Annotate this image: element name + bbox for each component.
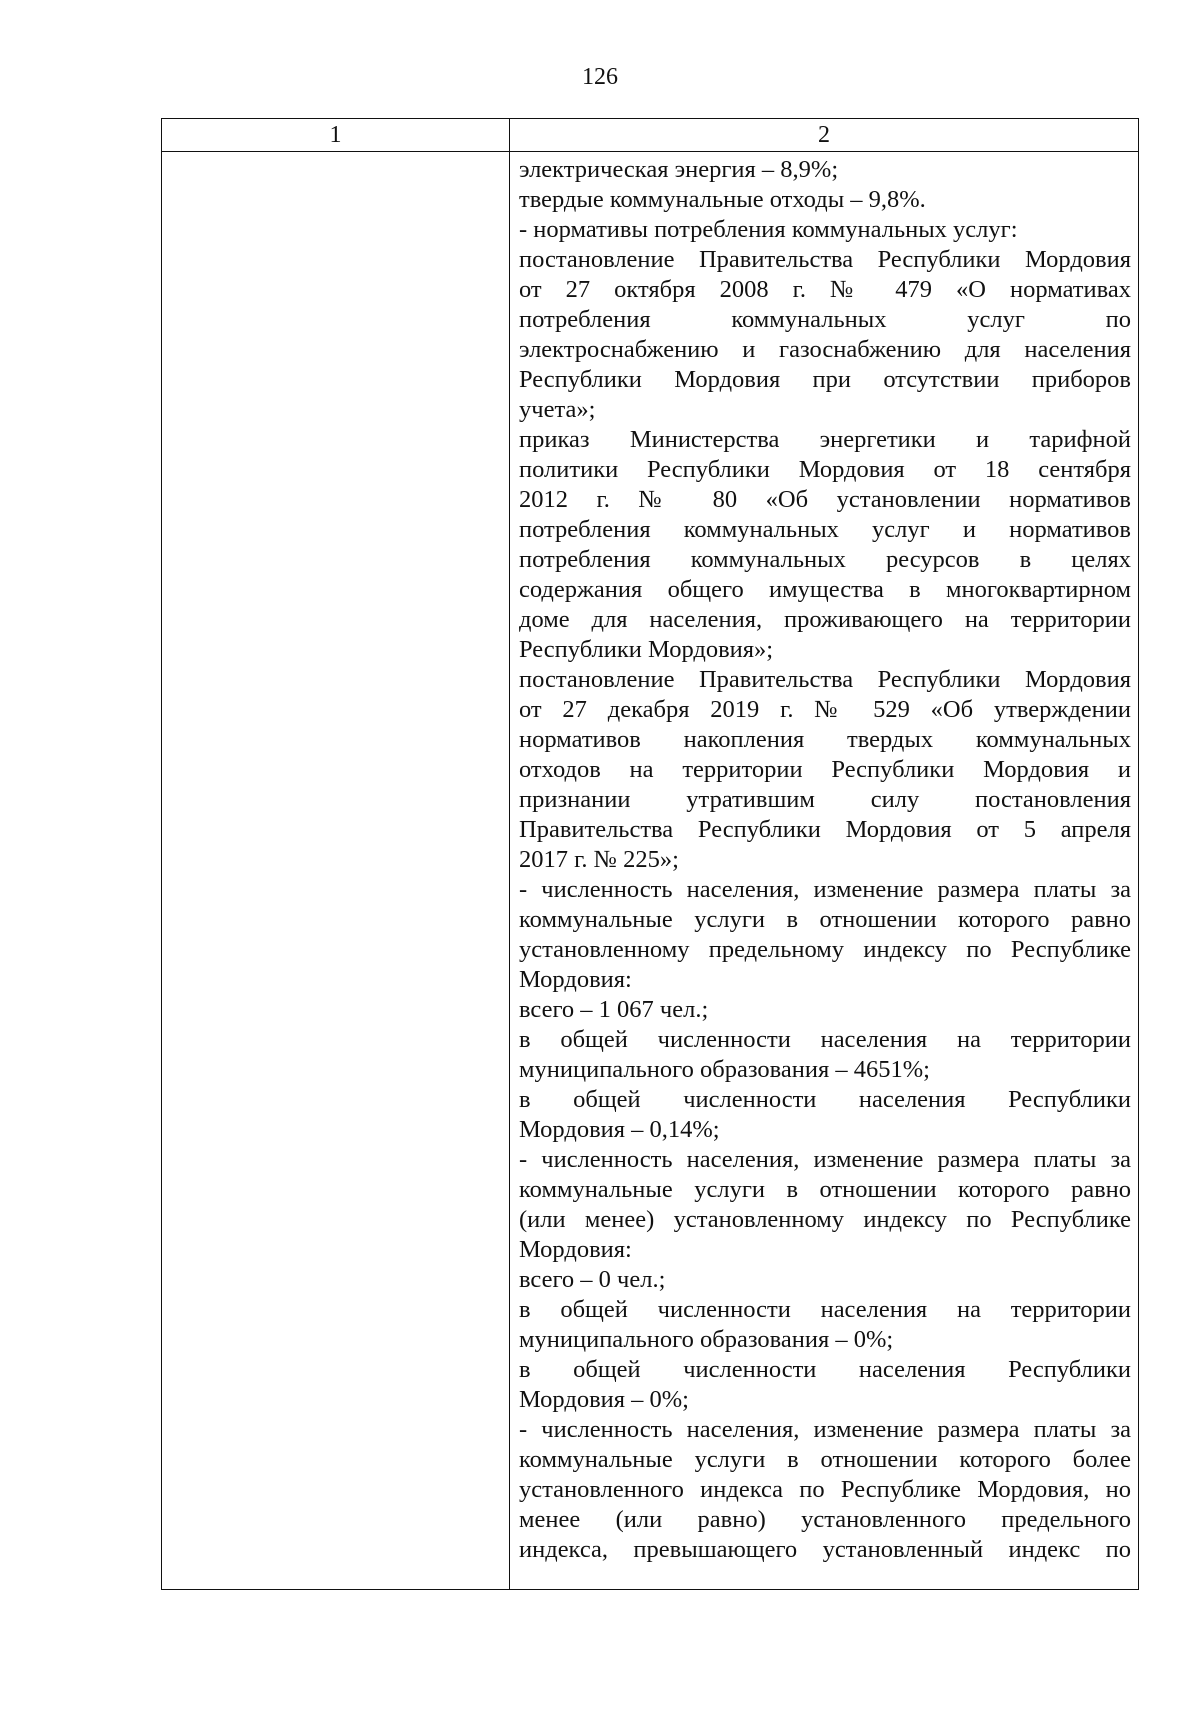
text-line: постановление Правительства Республики Мордовия (519, 246, 1131, 273)
text-line: в общей численности населения Республики (519, 1356, 1131, 1383)
text-line: от 27 декабря 2019 г. № 529 «Об утверждении (519, 696, 1131, 723)
table-header-row (162, 119, 1138, 152)
text-line: твердые коммунальные отходы – 9,8%. (519, 186, 926, 213)
column-divider (509, 119, 510, 1589)
text-line: - численность населения, изменение размера платы за (519, 1416, 1131, 1443)
table-cell-content (519, 155, 1131, 1565)
text-line: всего – 0 чел.; (519, 1266, 666, 1293)
text-line: нормативов накопления твердых коммунальных (519, 726, 1131, 753)
text-line: электрическая энергия – 8,9%; (519, 156, 839, 183)
text-line: установленного индекса по Республике Мордовия, но (519, 1476, 1131, 1503)
text-line: Мордовия – 0,14%; (519, 1116, 720, 1143)
text-line: всего – 1 067 чел.; (519, 996, 709, 1023)
text-line: муниципального образования – 4651%; (519, 1056, 930, 1083)
text-line: учета»; (519, 396, 596, 423)
text-line: постановление Правительства Республики Мордовия (519, 666, 1131, 693)
text-line: Мордовия – 0%; (519, 1386, 689, 1413)
text-line: - численность населения, изменение размера платы за (519, 1146, 1131, 1173)
text-line: от 27 октября 2008 г. № 479 «О нормативах (519, 276, 1131, 303)
text-line: 2012 г. № 80 «Об установлении нормативов (519, 486, 1131, 513)
text-line: политики Республики Мордовия от 18 сентября (519, 456, 1131, 483)
text-line: потребления коммунальных услуг по (519, 306, 1131, 333)
text-line: Мордовия: (519, 966, 632, 993)
text-line: коммунальные услуги в отношении которого равно (519, 906, 1131, 933)
text-line: менее (или равно) установленного предельного (519, 1506, 1131, 1533)
text-line: муниципального образования – 0%; (519, 1326, 894, 1353)
column-header-1: 1 (329, 122, 342, 148)
text-line: коммунальные услуги в отношении которого более (519, 1446, 1131, 1473)
text-line: потребления коммунальных услуг и нормативов (519, 516, 1131, 543)
text-line: в общей численности населения на территории (519, 1026, 1131, 1053)
text-line: Мордовия: (519, 1236, 632, 1263)
text-line: индекса, превышающего установленный индекс по (519, 1536, 1131, 1563)
text-line: - нормативы потребления коммунальных услуг: (519, 216, 1018, 243)
page-number: 126 (582, 64, 618, 90)
text-line: признании утратившим силу постановления (519, 786, 1131, 813)
text-line: 2017 г. № 225»; (519, 846, 679, 873)
text-line: отходов на территории Республики Мордовия и (519, 756, 1131, 783)
text-line: потребления коммунальных ресурсов в целях (519, 546, 1131, 573)
text-line: в общей численности населения Республики (519, 1086, 1131, 1113)
text-line: - численность населения, изменение размера платы за (519, 876, 1131, 903)
document-table (161, 118, 1139, 1590)
text-line: в общей численности населения на территории (519, 1296, 1131, 1323)
text-line: содержания общего имущества в многоквартирном (519, 576, 1131, 603)
text-line: электроснабжению и газоснабжению для населения (519, 336, 1131, 363)
text-line: доме для населения, проживающего на территории (519, 606, 1131, 633)
text-line: установленному предельному индексу по Республике (519, 936, 1131, 963)
text-line: коммунальные услуги в отношении которого равно (519, 1176, 1131, 1203)
column-header-2: 2 (818, 122, 830, 148)
text-line: приказ Министерства энергетики и тарифной (519, 426, 1131, 453)
text-line: Правительства Республики Мордовия от 5 апреля (519, 816, 1131, 843)
text-line: (или менее) установленному индексу по Республике (519, 1206, 1131, 1233)
text-line: Республики Мордовия»; (519, 636, 774, 663)
text-line: Республики Мордовия при отсутствии приборов (519, 366, 1131, 393)
